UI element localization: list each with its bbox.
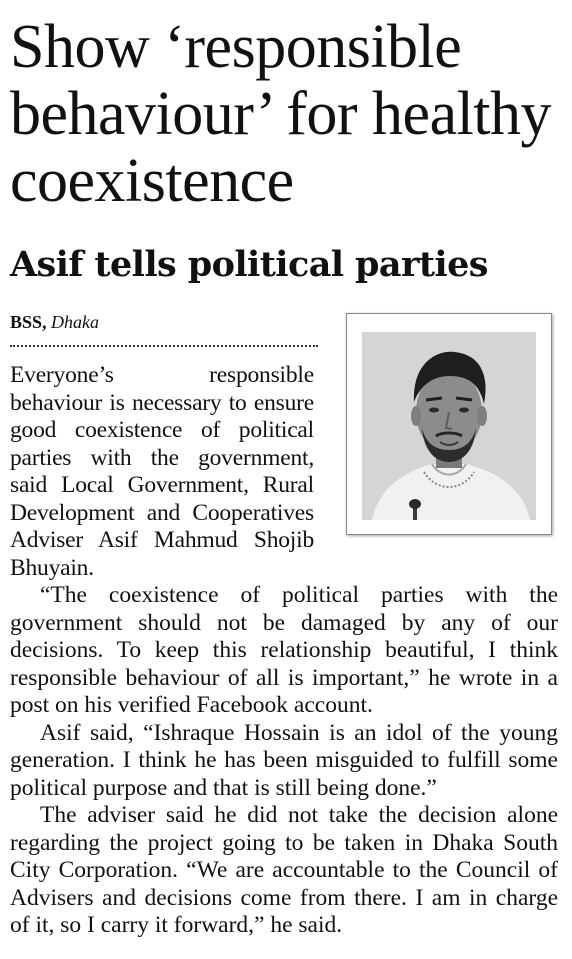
photo-wrap-spacer — [314, 362, 558, 554]
byline — [10, 309, 99, 335]
byline-location: Dhaka — [51, 312, 100, 332]
byline-divider — [10, 345, 318, 347]
headline: Show ‘responsible behaviour’ for healthy coexistence — [10, 13, 552, 215]
article-body — [10, 362, 558, 940]
article-paragraph: Asif said, “Ishraque Hossain is an idol of the young generation. I think he has been misguided to fulfill some political purpose and that is still being done.” — [10, 719, 558, 801]
article-paragraph: “The coexistence of political parties with the government should not be damaged by any of our decisions. To keep this relationship beautiful, I think responsible behaviour of all is important,” he wrote in a post on his verified Facebook account. — [10, 582, 558, 718]
article-paragraph: Everyone’s responsible behaviour is necessary to ensure good coexistence of political parties with the government, said Local Government, Rural Development and Cooperatives Adviser Asif Mahmud Shojib Bhuyain. — [10, 362, 314, 581]
byline-agency: BSS, — [10, 312, 47, 332]
subheadline: Asif tells political parties — [10, 244, 488, 285]
article-paragraph: The adviser said he did not take the decision alone regarding the project going to be taken in Dhaka South City Corporation. “We are accountable to the Council of Advisers and decisions come from there. I am in charge of it, so I carry it forward,” he said. — [10, 802, 558, 938]
